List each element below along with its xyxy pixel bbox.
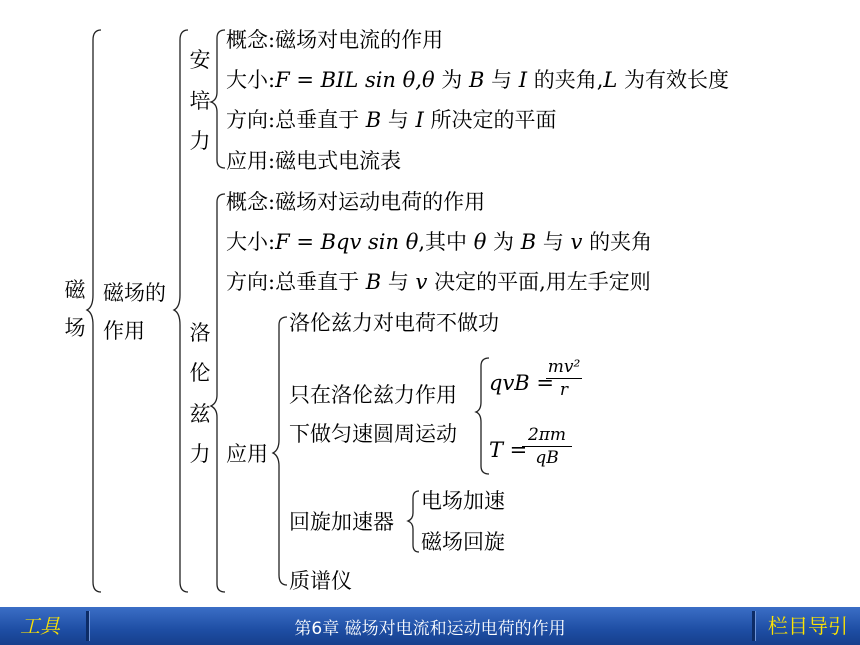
ampere-title-char-1: 安: [189, 48, 211, 72]
lorentz-size: 大小:F = Bqv sin θ,其中 θ 为 B 与 v 的夹角: [226, 230, 653, 254]
ampere-concept: 概念:磁场对电流的作用: [226, 28, 444, 52]
footer-bar: [0, 607, 860, 645]
ampere-direction: 方向:总垂直于 B 与 I 所决定的平面: [226, 108, 557, 132]
ampere-size: 大小:F = BIL sin θ,θ 为 B 与 I 的夹角,L 为有效长度: [226, 68, 730, 92]
level1-line2: 作用: [103, 319, 145, 343]
ampere-title-char-3: 力: [189, 129, 211, 153]
no-work-item: 洛伦兹力对电荷不做功: [289, 311, 499, 335]
lorentz-title-char-4: 力: [189, 442, 211, 466]
equation-2-lhs: T =: [489, 438, 528, 462]
ampere-title-char-2: 培: [189, 89, 211, 113]
cyclotron-item: 回旋加速器: [289, 510, 394, 534]
footer-chapter-title: 第6章 磁场对电流和运动电荷的作用: [294, 619, 566, 639]
lorentz-title-char-1: 洛: [189, 321, 211, 345]
section-guide-button[interactable]: 栏目导引: [768, 614, 848, 638]
equation-1-numerator: mv²: [547, 357, 581, 377]
equation-1-fraction: [546, 357, 582, 400]
equation-2-fraction: [522, 425, 572, 468]
circular-motion-line1: 只在洛伦兹力作用: [289, 383, 457, 407]
level1-line1: 磁场的: [103, 281, 166, 305]
cyclotron-item-magnetic: 磁场回旋: [421, 530, 505, 554]
ampere-application: 应用:磁电式电流表: [226, 149, 402, 173]
lorentz-title-char-3: 兹: [189, 402, 211, 426]
lorentz-title-char-2: 伦: [189, 361, 211, 385]
circular-motion-line2: 下做匀速圆周运动: [289, 422, 457, 446]
tools-button[interactable]: 工具: [20, 614, 60, 638]
cyclotron-item-electric: 电场加速: [421, 489, 505, 513]
lorentz-concept: 概念:磁场对运动电荷的作用: [226, 190, 486, 214]
lorentz-application-label: 应用: [226, 442, 268, 466]
equation-1-lhs: qvB =: [489, 371, 555, 395]
root-char-2: 场: [64, 316, 86, 340]
equation-2-numerator: 2πm: [527, 425, 567, 445]
equation-2-denominator: qB: [535, 448, 559, 468]
equation-1-denominator: r: [559, 380, 569, 400]
root-char-1: 磁: [64, 278, 86, 302]
lorentz-direction: 方向:总垂直于 B 与 v 决定的平面,用左手定则: [226, 270, 651, 294]
footer-divider-right: [752, 611, 756, 641]
mass-spectrometer-item: 质谱仪: [289, 569, 352, 593]
